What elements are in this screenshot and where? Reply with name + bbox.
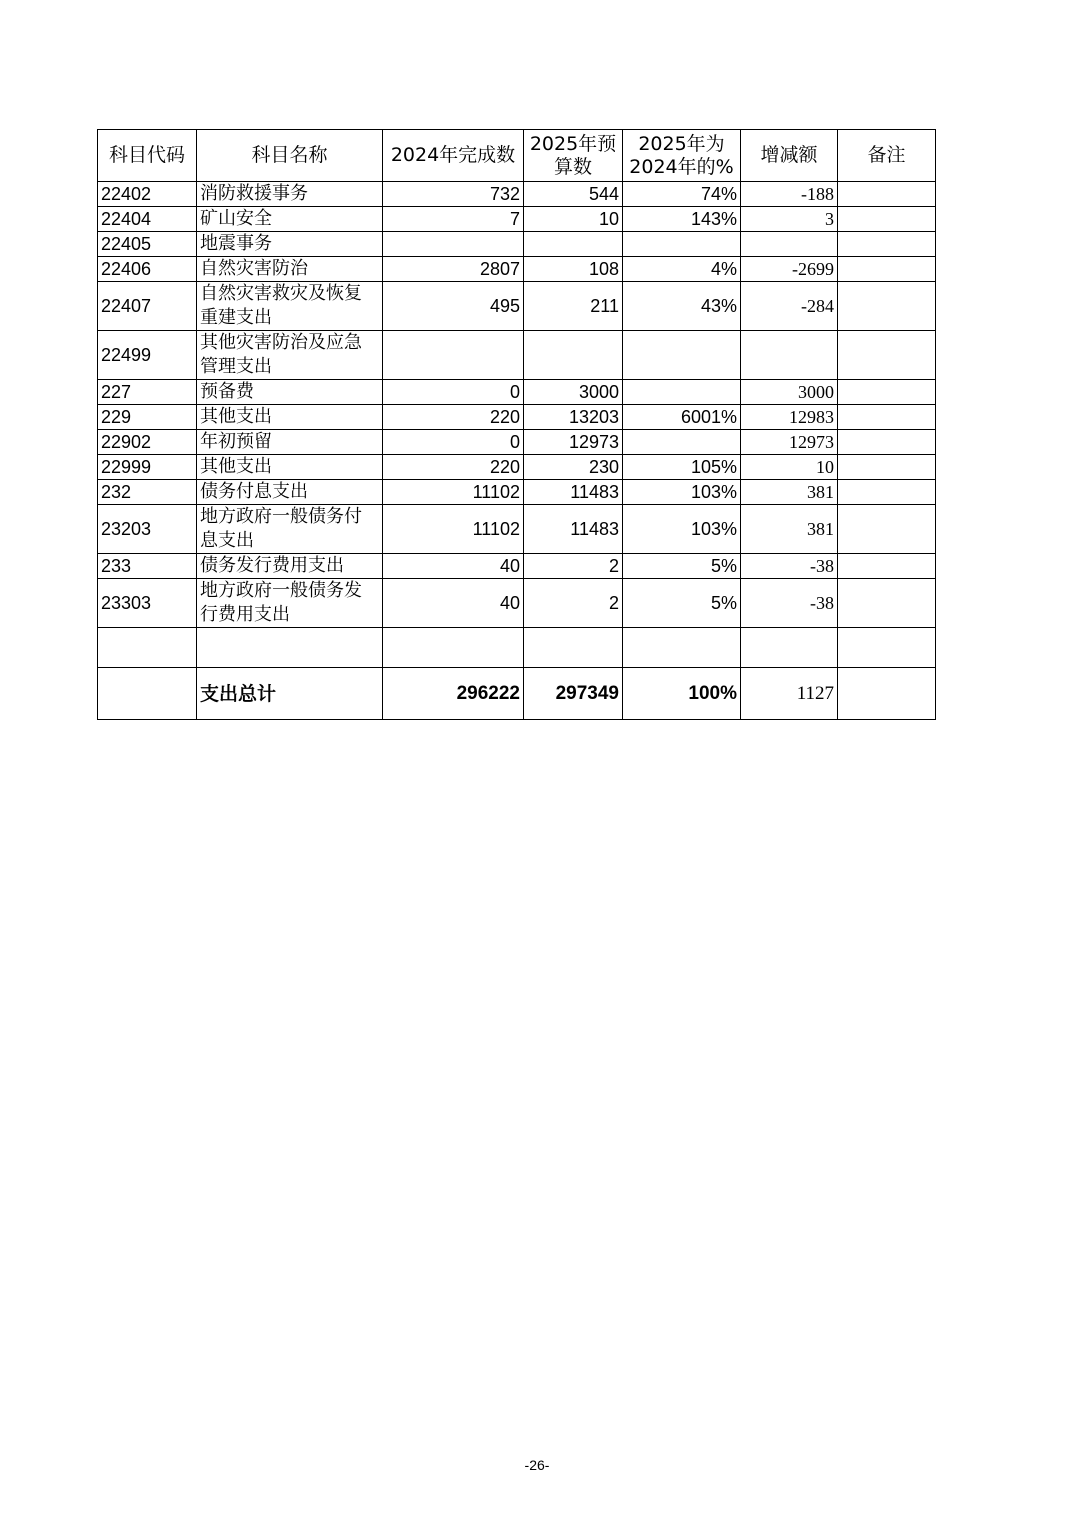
cell-2024-actual: [383, 232, 524, 257]
cell-2025-budget: 11483: [524, 505, 623, 554]
cell-notes: [838, 668, 936, 720]
cell-2024-actual: [383, 628, 524, 668]
header-code: 科目代码: [98, 130, 197, 182]
cell-2025-budget: 297349: [524, 668, 623, 720]
cell-2025-budget: 211: [524, 282, 623, 331]
cell-name: 自然灾害防治: [197, 257, 383, 282]
cell-change: [741, 331, 838, 380]
cell-change: 10: [741, 455, 838, 480]
cell-code: 22499: [98, 331, 197, 380]
total-row: [98, 668, 936, 720]
cell-notes: [838, 554, 936, 579]
table-row: [98, 554, 936, 579]
expenditure-table: [97, 129, 936, 720]
cell-code: 229: [98, 405, 197, 430]
cell-code: [98, 668, 197, 720]
cell-percent: 103%: [623, 480, 741, 505]
table-row: [98, 182, 936, 207]
cell-notes: [838, 380, 936, 405]
cell-change: 12983: [741, 405, 838, 430]
cell-change: -38: [741, 554, 838, 579]
cell-notes: [838, 257, 936, 282]
cell-percent: 4%: [623, 257, 741, 282]
cell-2025-budget: [524, 628, 623, 668]
page-number: -26-: [524, 1457, 550, 1473]
cell-notes: [838, 480, 936, 505]
cell-percent: [623, 331, 741, 380]
cell-name: 消防救援事务: [197, 182, 383, 207]
cell-2024-actual: 40: [383, 579, 524, 628]
cell-change: -188: [741, 182, 838, 207]
cell-2025-budget: 11483: [524, 480, 623, 505]
cell-name: 债务付息支出: [197, 480, 383, 505]
cell-notes: [838, 232, 936, 257]
cell-percent: 105%: [623, 455, 741, 480]
table-row: [98, 207, 936, 232]
cell-code: 227: [98, 380, 197, 405]
header-change: 增减额: [741, 130, 838, 182]
cell-name: [197, 628, 383, 668]
cell-2024-actual: 296222: [383, 668, 524, 720]
cell-percent: [623, 628, 741, 668]
cell-notes: [838, 455, 936, 480]
cell-name: 债务发行费用支出: [197, 554, 383, 579]
cell-percent: 143%: [623, 207, 741, 232]
cell-code: 23303: [98, 579, 197, 628]
cell-percent: 74%: [623, 182, 741, 207]
cell-code: 22402: [98, 182, 197, 207]
cell-code: 232: [98, 480, 197, 505]
cell-change: [741, 232, 838, 257]
cell-2024-actual: 495: [383, 282, 524, 331]
table-row: [98, 282, 936, 331]
table-row: [98, 480, 936, 505]
cell-change: [741, 628, 838, 668]
cell-notes: [838, 405, 936, 430]
cell-percent: 5%: [623, 554, 741, 579]
cell-notes: [838, 207, 936, 232]
cell-name: 其他灾害防治及应急管理支出: [197, 331, 383, 380]
cell-change: 3000: [741, 380, 838, 405]
table-row: [98, 380, 936, 405]
table-row: [98, 455, 936, 480]
cell-code: [98, 628, 197, 668]
cell-change: 381: [741, 480, 838, 505]
cell-percent: [623, 232, 741, 257]
cell-2025-budget: 13203: [524, 405, 623, 430]
cell-change: 12973: [741, 430, 838, 455]
cell-percent: 103%: [623, 505, 741, 554]
cell-name: 支出总计: [197, 668, 383, 720]
cell-name: 年初预留: [197, 430, 383, 455]
cell-change: 3: [741, 207, 838, 232]
header-2024-actual: 2024年完成数: [383, 130, 524, 182]
header-percent: 2025年为2024年的%: [623, 130, 741, 182]
cell-2025-budget: 10: [524, 207, 623, 232]
cell-code: 22407: [98, 282, 197, 331]
cell-name: 地方政府一般债务发行费用支出: [197, 579, 383, 628]
cell-notes: [838, 505, 936, 554]
cell-notes: [838, 331, 936, 380]
cell-percent: 43%: [623, 282, 741, 331]
cell-code: 22999: [98, 455, 197, 480]
header-name: 科目名称: [197, 130, 383, 182]
cell-change: -38: [741, 579, 838, 628]
cell-2024-actual: 0: [383, 380, 524, 405]
cell-2024-actual: 7: [383, 207, 524, 232]
cell-name: 其他支出: [197, 455, 383, 480]
cell-notes: [838, 628, 936, 668]
table-row: [98, 405, 936, 430]
cell-name: 预备费: [197, 380, 383, 405]
cell-percent: 5%: [623, 579, 741, 628]
cell-notes: [838, 282, 936, 331]
cell-2025-budget: 12973: [524, 430, 623, 455]
table-header-row: [98, 130, 936, 182]
cell-2025-budget: 230: [524, 455, 623, 480]
cell-2025-budget: [524, 232, 623, 257]
cell-2024-actual: 220: [383, 405, 524, 430]
cell-code: 23203: [98, 505, 197, 554]
cell-change: 381: [741, 505, 838, 554]
cell-notes: [838, 182, 936, 207]
table-row: [98, 579, 936, 628]
cell-code: 22404: [98, 207, 197, 232]
table-row: [98, 505, 936, 554]
header-2025-budget: 2025年预算数: [524, 130, 623, 182]
header-notes: 备注: [838, 130, 936, 182]
cell-change: -2699: [741, 257, 838, 282]
cell-2025-budget: 544: [524, 182, 623, 207]
cell-2025-budget: 2: [524, 579, 623, 628]
table-row: [98, 232, 936, 257]
cell-2024-actual: 732: [383, 182, 524, 207]
cell-code: 233: [98, 554, 197, 579]
cell-percent: 6001%: [623, 405, 741, 430]
cell-name: 自然灾害救灾及恢复重建支出: [197, 282, 383, 331]
cell-percent: [623, 380, 741, 405]
cell-notes: [838, 430, 936, 455]
cell-2024-actual: 0: [383, 430, 524, 455]
cell-2024-actual: [383, 331, 524, 380]
table-row: [98, 331, 936, 380]
cell-code: 22902: [98, 430, 197, 455]
cell-notes: [838, 579, 936, 628]
cell-2024-actual: 11102: [383, 480, 524, 505]
cell-2025-budget: 3000: [524, 380, 623, 405]
cell-percent: [623, 430, 741, 455]
cell-2024-actual: 11102: [383, 505, 524, 554]
cell-change: -284: [741, 282, 838, 331]
cell-code: 22405: [98, 232, 197, 257]
cell-2024-actual: 220: [383, 455, 524, 480]
table-row: [98, 430, 936, 455]
cell-2025-budget: [524, 331, 623, 380]
table-row: [98, 628, 936, 668]
table-row: [98, 257, 936, 282]
cell-code: 22406: [98, 257, 197, 282]
cell-name: 其他支出: [197, 405, 383, 430]
cell-2024-actual: 2807: [383, 257, 524, 282]
cell-2024-actual: 40: [383, 554, 524, 579]
cell-change: 1127: [741, 668, 838, 720]
cell-name: 地震事务: [197, 232, 383, 257]
cell-2025-budget: 2: [524, 554, 623, 579]
cell-name: 地方政府一般债务付息支出: [197, 505, 383, 554]
cell-2025-budget: 108: [524, 257, 623, 282]
cell-percent: 100%: [623, 668, 741, 720]
cell-name: 矿山安全: [197, 207, 383, 232]
